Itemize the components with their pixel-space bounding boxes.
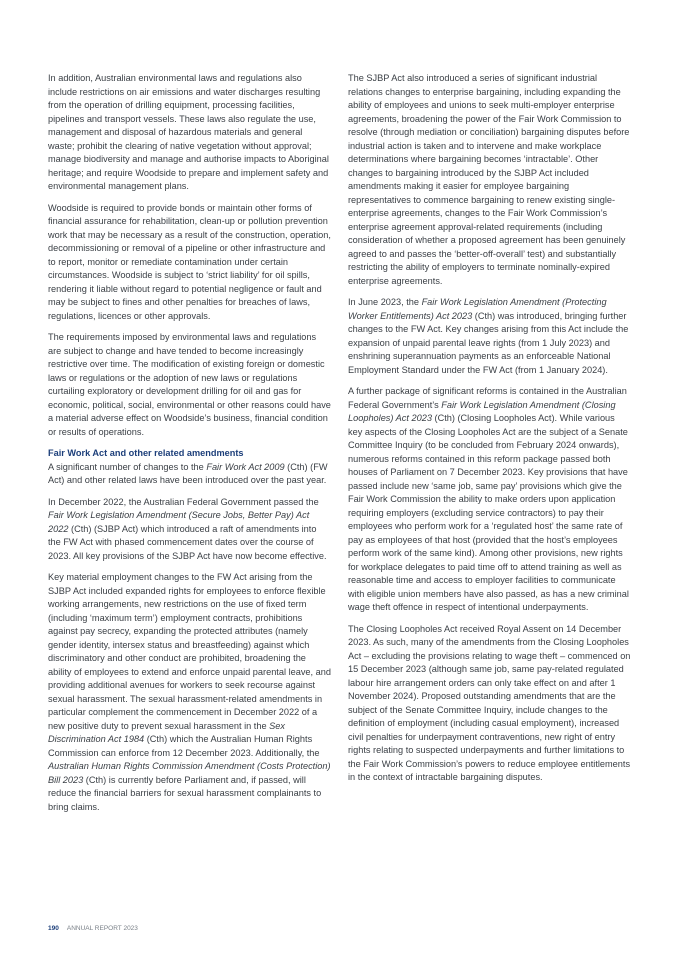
- text-span: (Cth) (FW Act) and other related laws have been introduced over the past year.: [48, 461, 328, 485]
- section-heading-fair-work-act: Fair Work Act and other related amendments: [48, 448, 244, 458]
- paragraph-environmental-restrictions: In addition, Australian environmental laws and regulations also include restrictions on air emissions and water discharges resulting from the operation of drilling equipment, processing facilities, pipelines and transport vessels. These laws also regulate the use, management and disposal of hazardous materials and general waste; prohibit the clearing of native vegetation without approval; manage biodiversity and manage and authorise impacts to Aboriginal heritage; and require Woodside to prepare and implement safety and environmental management plans.: [48, 73, 329, 191]
- paragraph-fw-act-intro: [48, 461, 331, 488]
- paragraph-sjbp-act: [48, 496, 331, 564]
- left-column: [48, 72, 331, 822]
- report-title: ANNUAL REPORT 2023: [66, 925, 138, 932]
- paragraph-employment-changes: [48, 571, 331, 814]
- text-span: In December 2022, the Australian Federal Government passed the: [48, 496, 319, 507]
- text-span: (Cth) was introduced, bringing further changes to the FW Act. Key changes arising from this Act include the expansion of unpaid parental leave rights (from 1 July 2023) and enshrining superannuation payments as an enforceable National Employment Standard under the FW Act (from 1 January 2024).: [348, 310, 629, 375]
- act-title: Fair Work Act 2009: [206, 461, 285, 472]
- act-title: Australian Human Rights Commission Amendment (Costs Protection) Bill 2023: [48, 761, 331, 785]
- act-title: Fair Work Legislation Amendment (Secure Jobs, Better Pay) Act 2022: [48, 510, 310, 534]
- paragraph-closing-loopholes: [348, 385, 631, 615]
- text-span: (Cth) is currently before Parliament and, if passed, will reduce the financial barriers for sexual harassment complainants to bring claims.: [48, 774, 322, 812]
- page-footer: [48, 925, 138, 933]
- paragraph-royal-assent: The Closing Loopholes Act received Royal Assent on 14 December 2023. As such, many of the amendments from the Closing Loopholes Act – excluding the provisions relating to wage theft – commenced on 15 December 2023 (although same job, same pay-related regulated labour hire arrangement orders can only take effect on and after 1 November 2024). Proposed outstanding amendments that are the subject of the Senate Committee Inquiry, include changes to the definition of employment (including casual employment), increased civil penalties for underpayment contraventions, new right of entry rights relating to suspected underpayments and further limitations to the Fair Work Commission’s powers to reduce employee entitlements in the context of intractable bargaining disputes.: [348, 623, 631, 782]
- text-span: In June 2023, the: [348, 297, 422, 307]
- page-number: 190: [48, 925, 59, 932]
- text-span: (Cth) (SJBP Act) which introduced a raft of amendments into the FW Act with phased commencement dates over the course of 2023. All key provisions of the SJBP Act have now become effective.: [48, 523, 327, 561]
- act-title: Fair Work Legislation Amendment (Protecting Worker Entitlements) Act 2023: [348, 297, 607, 321]
- paragraph-financial-assurance: Woodside is required to provide bonds or maintain other forms of financial assurance for rehabilitation, clean-up or pollution prevention work that may be necessary as a result of the construction, operation, decommissioning or removal of a pipeline or other infrastructure and to report, monitor or remediate contamination under certain circumstances. Woodside is subject to ‘strict liability’ for oil spills, rendering it liable without regard to potential negligence or fault and may be subject to fines and other penalties for breaches of laws, regulations, licences or other approvals.: [48, 202, 331, 321]
- paragraph-regulatory-change: The requirements imposed by environmental laws and regulations are subject to change and have tended to become increasingly restrictive over time. The modification of existing foreign or domestic laws or regulations or the adoption of new laws or regulations curtailing exploratory or development drilling for oil and gas for economic, political, social, environmental or other reasons could have a material adverse effect on Woodside’s business, financial condition or results of operations.: [48, 332, 331, 437]
- text-span: A significant number of changes to the: [48, 461, 207, 472]
- text-span: A further package of significant reforms is contained in the Australian Federal Government’s: [348, 386, 627, 410]
- act-title: Fair Work Legislation Amendment (Closing Loopholes) Act 2023: [348, 399, 616, 423]
- text-span: (Cth) (Closing Loopholes Act). While various key aspects of the Closing Loopholes Act are the subject of a Senate Committee Inquiry (to be concluded from February 2024 onwards), numerous reforms contained in this reform package passed both houses of Parliament on 7 December 2023. Key provisions that have passed include new ‘same job, same pay’ provisions which give the Fair Work Commission the ability to make orders upon application requiring employers (excluding service contractors) to pay their employees who perform work for a ‘regulated host’ the same rate of pay as employees of that host (provided that the host’s employees perform work of the same kind). Among other provisions, new rights for workplace delegates to paid time off to attend training as well as reasonable time and access to employer facilities to communicate with eligible union members have also passed, as has a new criminal wage theft offence in respect of intentional underpayments.: [348, 413, 629, 612]
- paragraph-enterprise-bargaining: The SJBP Act also introduced a series of significant industrial relations changes to enterprise bargaining, including expanding the ability of employees and unions to seek multi-employer enterprise agreements, broadening the power of the Fair Work Commission to resolve (through mediation or conciliation) bargaining disputes before industrial action is taken and to intervene and make workplace determinations where bargaining becomes ‘intractable’. Other changes to bargaining introduced by the SJBP Act included amendments making it easier for employee bargaining representatives to commence bargaining to renew existing single-enterprise agreements, changes to the Fair Work Commission’s enterprise agreement approval-related requirements (including consideration of whether a proposed agreement has been genuinely agreed to and passes the ‘better-off-overall’ test) and substantially restricting the ability of employers to terminate nominally-expired enterprise agreements.: [348, 73, 630, 286]
- paragraph-protecting-worker-entitlements: [348, 296, 631, 377]
- right-column: [348, 72, 631, 793]
- text-span: (Cth) which the Australian Human Rights Commission can enforce from 12 December 2023. Additionally, the: [48, 734, 320, 758]
- act-title: Sex Discrimination Act 1984: [48, 720, 285, 744]
- text-span: Key material employment changes to the FW Act arising from the SJBP Act included expanded rights for employees to enforce flexible working arrangements, new restrictions on the use of fixed term (including ‘maximum term’) employment contracts, prohibitions against pay secrecy, expanding the protected attributes (namely gender identity, intersex status and breastfeeding) against which discriminatory and other conduct are prohibited, broadening the ability of employees to extend and enforce unpaid parental leave, and providing additional avenues for workers to seek recourse against sexual harassment. The sexual harassment-related amendments in particular complement the commencement in December 2022 of a new positive duty to prevent sexual harassment in the: [48, 572, 331, 731]
